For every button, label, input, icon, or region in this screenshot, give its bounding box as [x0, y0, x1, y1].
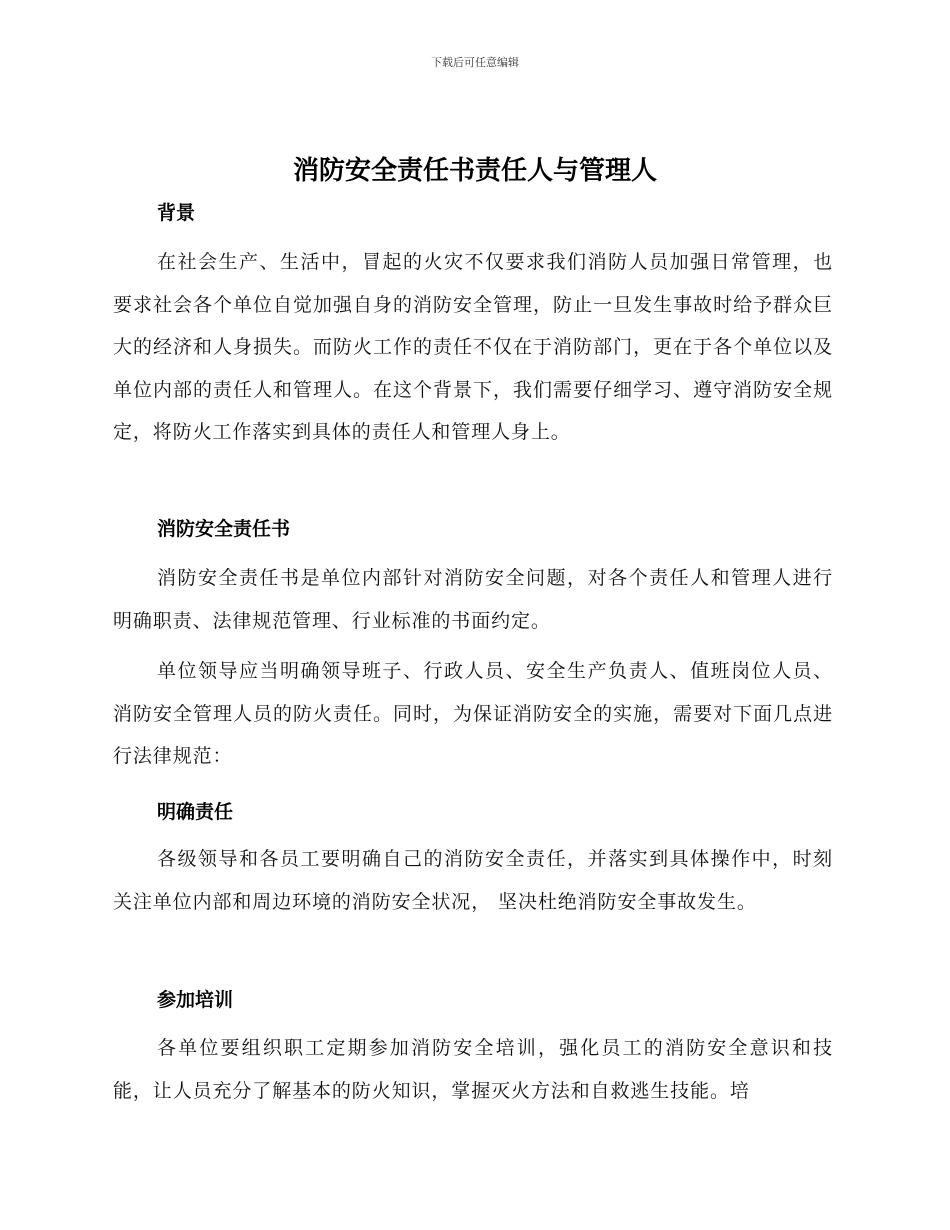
section-heading-training: 参加培训	[157, 989, 234, 1011]
header-note: 下载后可任意编辑	[431, 56, 519, 69]
paragraph-background: 在社会生产、生活中，冒起的火灾不仅要求我们消防人员加强日常管理，也要求社会各个单位自觉加强自身的消防安全管理，防止一旦发生事故时给予群众巨大的经济和人身损失。而防火工作的责任不仅在于消防部门，更在于各个单位以及单位内部的责任人和管理人。在这个背景下，我们需要仔细学习、遵守消防安全规定，将防火工作落实到具体的责任人和管理人身上。	[113, 251, 833, 443]
section-heading-background: 背景	[157, 202, 196, 224]
section-heading-responsibility-letter: 消防安全责任书	[157, 518, 291, 540]
document-title: 消防安全责任书责任人与管理人	[292, 156, 657, 186]
paragraph-clear-responsibility: 各级领导和各员工要明确自己的消防安全责任，并落实到具体操作中，时刻关注单位内部和周边环境的消防安全状况， 坚决杜绝消防安全事故发生。	[113, 848, 833, 913]
paragraph-responsibility-letter-2: 单位领导应当明确领导班子、行政人员、安全生产负责人、值班岗位人员、消防安全管理人员的防火责任。同时，为保证消防安全的实施，需要对下面几点进行法律规范：	[113, 660, 833, 767]
section-heading-clear-responsibility: 明确责任	[157, 801, 234, 823]
paragraph-training: 各单位要组织职工定期参加消防安全培训，强化员工的消防安全意识和技能，让人员充分了解基本的防火知识，掌握灭火方法和自救逃生技能。培	[113, 1037, 833, 1102]
paragraph-responsibility-letter-1: 消防安全责任书是单位内部针对消防安全问题，对各个责任人和管理人进行明确职责、法律规范管理、行业标准的书面约定。	[113, 567, 833, 632]
